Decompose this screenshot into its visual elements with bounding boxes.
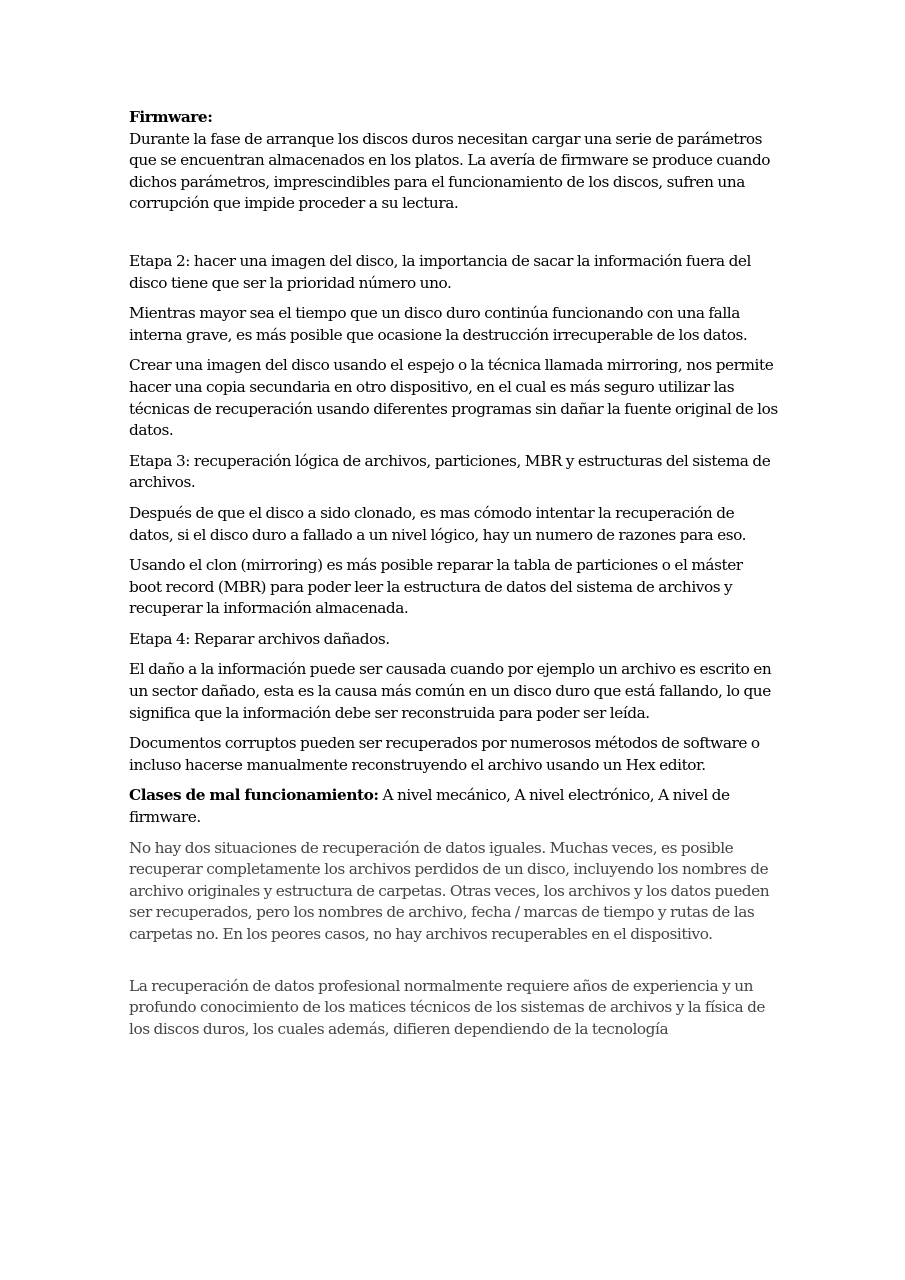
paragraph-clonado: Después de que el disco a sido clonado, es mas cómodo intentar la recuperación de datos, si el disco duro a fallado a un nivel lógico, hay un numero de razones para eso. [129,503,746,544]
paragraph-mirroring: Crear una imagen del disco usando el espejo o la técnica llamada mirroring, nos permite hacer una copia secundaria en otro dispositivo, en el cual es más seguro utilizar las técnicas de recuperación usando diferentes programas sin dañar la fuente original de los datos. [129,356,778,440]
paragraph-situaciones: No hay dos situaciones de recuperación de datos iguales. Muchas veces, es posible recuperar completamente los archivos perdidos de un disco, incluyendo los nombres de archivo originales y estructura de carpetas. Otras veces, los archivos y los datos pueden ser recuperados, pero los nombres de archivo, fecha / marcas de tiempo y rutas de las carpetas no. En los peores casos, no hay archivos recuperables en el dispositivo. [129,838,770,943]
paragraph-clases [129,785,779,828]
firmware-section [129,107,779,215]
paragraph-etapa-4: Etapa 4: Reparar archivos dañados. [129,629,390,648]
firmware-heading: Firmware: [129,108,213,126]
clases-text: A nivel mecánico, A nivel electrónico, A nivel de firmware. [129,786,730,827]
paragraph-dano-informacion: El daño a la información puede ser causada cuando por ejemplo un archivo es escrito en un sector dañado, esta es la causa más común en un disco duro que está fallando, lo que significa que la información debe ser reconstruida para poder ser leída. [129,660,772,722]
paragraph-recuperacion-profesional: La recuperación de datos profesional normalmente requiere años de experiencia y un profundo conocimiento de los matices técnicos de los sistemas de archivos y la física de los discos duros, los cuales además, difieren dependiendo de la tecnología [129,976,766,1038]
paragraph-clon-mbr: Usando el clon (mirroring) es más posible reparar la tabla de particiones o el máster boot record (MBR) para poder leer la estructura de datos del sistema de archivos y recuperar la información almacenada. [129,556,743,618]
clases-label: Clases de mal funcionamiento: [129,786,379,805]
document-page [129,107,779,1040]
paragraph-documentos-corruptos: Documentos corruptos pueden ser recuperados por numerosos métodos de software o incluso hacerse manualmente reconstruyendo el archivo usando un Hex editor. [129,734,760,774]
paragraph-falla-interna: Mientras mayor sea el tiempo que un disco duro continúa funcionando con una falla interna grave, es más posible que ocasione la destrucción irrecuperable de los datos. [129,304,748,344]
paragraph-etapa-3: Etapa 3: recuperación lógica de archivos, particiones, MBR y estructuras del sistema de archivos. [129,451,771,492]
firmware-text: Durante la fase de arranque los discos duros necesitan cargar una serie de parámetros que se encuentran almacenados en los platos. La avería de firmware se produce cuando dichos parámetros, imprescindibles para el funcionamiento de los discos, sufren una corrupción que impide proceder a su lectura. [129,129,771,213]
paragraph-etapa-2: Etapa 2: hacer una imagen del disco, la importancia de sacar la información fuera del disco tiene que ser la prioridad número uno. [129,251,751,292]
